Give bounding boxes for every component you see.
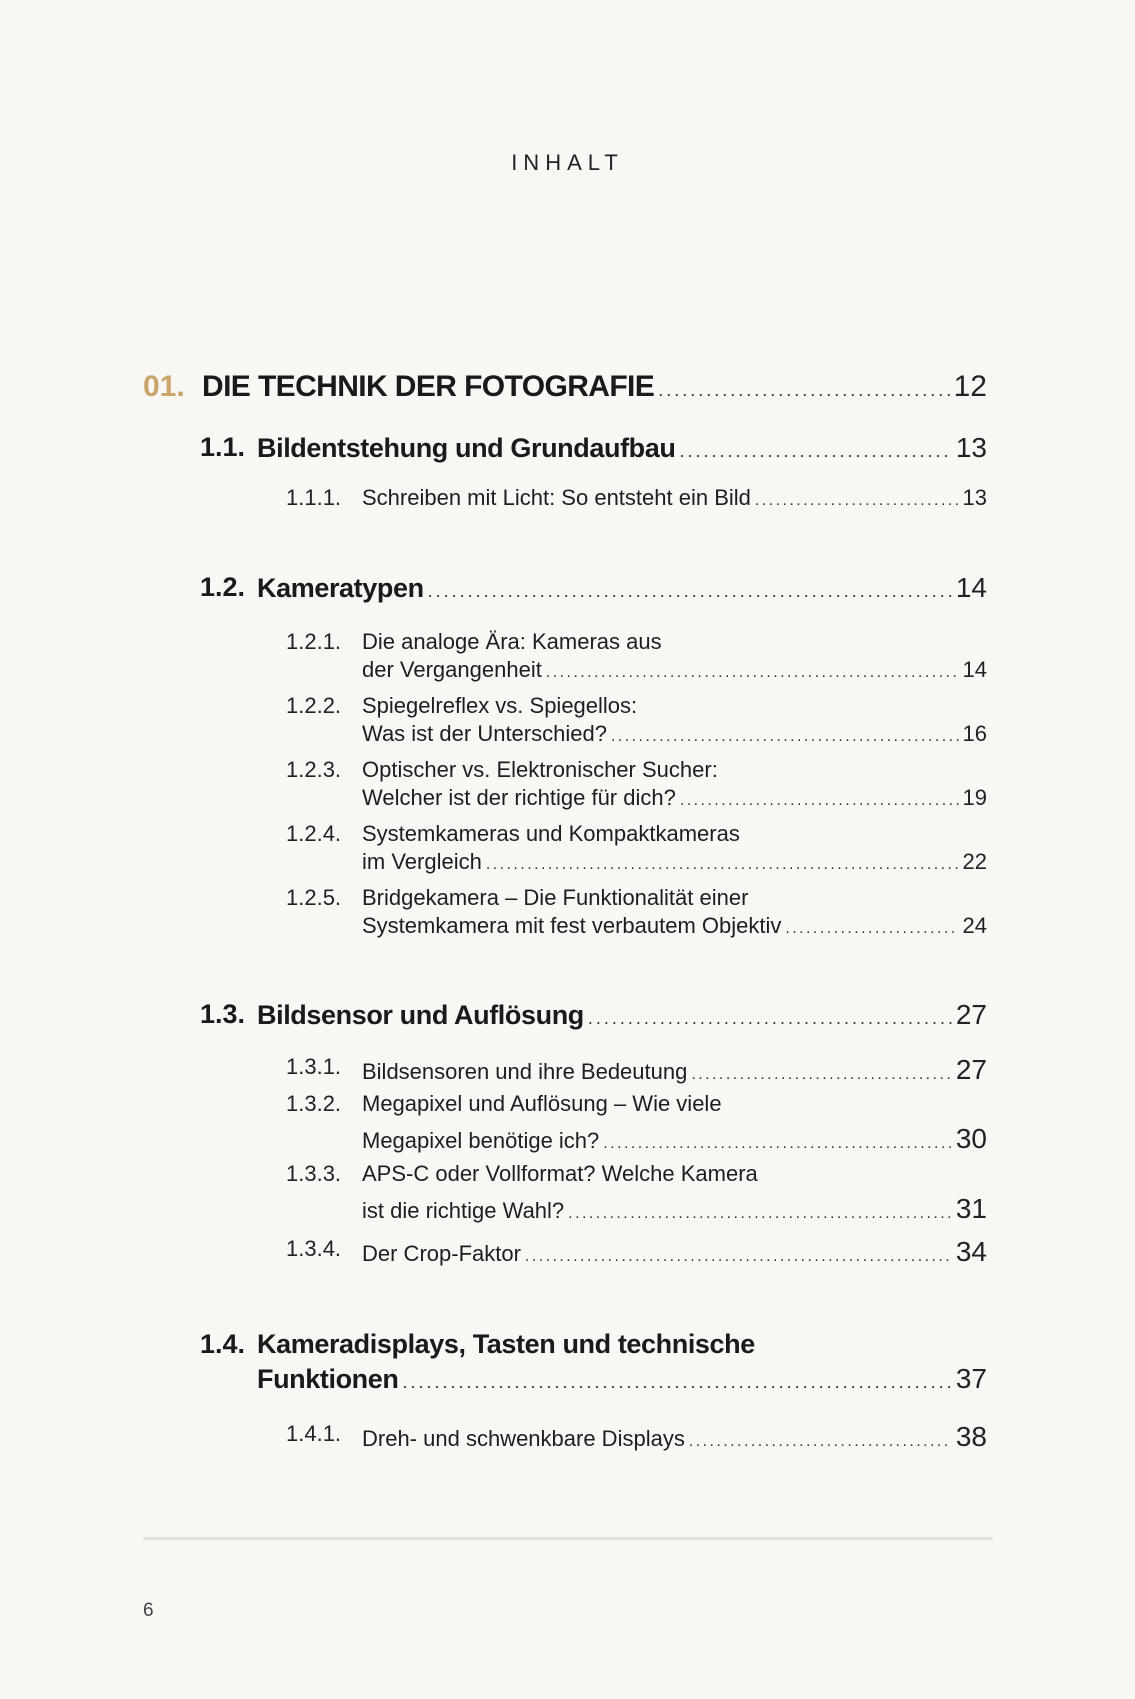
item-title-line1: Optischer vs. Elektronischer Sucher: [362, 757, 718, 782]
toc-item-1-2-2[interactable] [0, 693, 1135, 753]
item-title: Schreiben mit Licht: So entsteht ein Bild [362, 485, 751, 510]
item-number: 1.3.3. [286, 1161, 342, 1186]
dot-leader [611, 728, 959, 746]
item-page: 19 [962, 785, 987, 810]
dot-leader [603, 1135, 952, 1153]
item-number: 1.2.3. [286, 757, 342, 782]
dot-leader [691, 1066, 951, 1084]
item-number: 1.3.1. [286, 1054, 342, 1079]
item-title: Bildsensoren und ihre Bedeutung [362, 1059, 688, 1084]
item-title-line2: ist die richtige Wahl? [362, 1198, 565, 1223]
toc-item-1-3-2[interactable] [0, 1091, 1135, 1157]
item-title: Der Crop-Faktor [362, 1241, 521, 1266]
dot-leader [428, 581, 952, 602]
section-title: Bildentstehung und Grundaufbau [257, 433, 676, 463]
section-page: 27 [955, 999, 987, 1030]
dot-leader [689, 1433, 952, 1451]
page-heading: INHALT [511, 150, 624, 175]
item-number: 1.2.4. [286, 821, 342, 846]
item-title-line1: APS-C oder Vollformat? Welche Kamera [362, 1161, 758, 1186]
section-page: 37 [955, 1363, 987, 1394]
toc-item-1-3-3[interactable] [0, 1161, 1135, 1227]
item-title-line1: Spiegelreflex vs. Spiegellos: [362, 693, 638, 718]
item-title-line2: Systemkamera mit fest verbautem Objektiv [362, 913, 782, 938]
dot-leader [546, 664, 959, 682]
toc-item-1-2-1[interactable] [0, 629, 1135, 689]
section-page: 13 [955, 432, 987, 463]
item-page: 14 [962, 657, 987, 682]
dot-leader [588, 1008, 952, 1029]
item-page: 22 [962, 849, 987, 874]
chapter-page: 12 [953, 370, 987, 403]
item-title: Dreh- und schwenkbare Displays [362, 1426, 685, 1451]
item-number: 1.3.4. [286, 1236, 342, 1261]
footer-divider [143, 1537, 993, 1540]
section-title: Bildsensor und Auflösung [257, 1000, 584, 1030]
item-number: 1.2.1. [286, 629, 342, 654]
dot-leader [525, 1248, 952, 1266]
dot-leader [755, 492, 959, 510]
item-number: 1.2.5. [286, 885, 342, 910]
toc-section-1-4[interactable] [0, 1329, 1135, 1399]
item-number: 1.4.1. [286, 1421, 342, 1446]
section-number: 1.4. [200, 1329, 246, 1359]
item-page: 34 [955, 1236, 987, 1267]
dot-leader [658, 380, 949, 401]
item-title-line1: Megapixel und Auflösung – Wie viele [362, 1091, 722, 1116]
item-title-line2: Megapixel benötige ich? [362, 1128, 600, 1153]
toc-item-1-2-5[interactable] [0, 885, 1135, 945]
dot-leader [568, 1205, 952, 1223]
item-page: 27 [955, 1054, 987, 1085]
page-number: 6 [143, 1600, 154, 1621]
item-page: 38 [955, 1421, 987, 1452]
dot-leader [680, 792, 959, 810]
section-number: 1.1. [200, 432, 246, 462]
item-number: 1.3.2. [286, 1091, 342, 1116]
toc-chapter-01[interactable] [0, 370, 1135, 410]
item-title-line1: Bridgekamera – Die Funktionalität einer [362, 885, 749, 910]
toc-item-1-2-4[interactable] [0, 821, 1135, 881]
section-number: 1.2. [200, 572, 246, 602]
item-page: 30 [955, 1123, 987, 1154]
item-title-line2: der Vergangenheit [362, 657, 542, 682]
chapter-number: 01. [143, 370, 185, 403]
section-title-line1: Kameradisplays, Tasten und technische [257, 1329, 755, 1359]
section-page: 14 [955, 572, 987, 603]
dot-leader [486, 856, 959, 874]
chapter-title: DIE TECHNIK DER FOTOGRAFIE [202, 370, 655, 403]
dot-leader [785, 920, 958, 938]
item-title-line1: Die analoge Ära: Kameras aus [362, 629, 662, 654]
toc-item-1-2-3[interactable] [0, 757, 1135, 817]
section-number: 1.3. [200, 999, 246, 1029]
item-page: 13 [962, 485, 987, 510]
section-title: Kameratypen [257, 573, 424, 603]
dot-leader [402, 1372, 951, 1393]
item-title-line2: Was ist der Unterschied? [362, 721, 607, 746]
item-title-line2: Welcher ist der richtige für dich? [362, 785, 676, 810]
item-number: 1.2.2. [286, 693, 342, 718]
item-page: 16 [962, 721, 987, 746]
section-title-line2: Funktionen [257, 1364, 399, 1394]
item-page: 24 [962, 913, 987, 938]
item-page: 31 [955, 1193, 987, 1224]
item-title-line1: Systemkameras und Kompaktkameras [362, 821, 740, 846]
item-number: 1.1.1. [286, 485, 342, 510]
dot-leader [679, 441, 951, 462]
item-title-line2: im Vergleich [362, 849, 482, 874]
